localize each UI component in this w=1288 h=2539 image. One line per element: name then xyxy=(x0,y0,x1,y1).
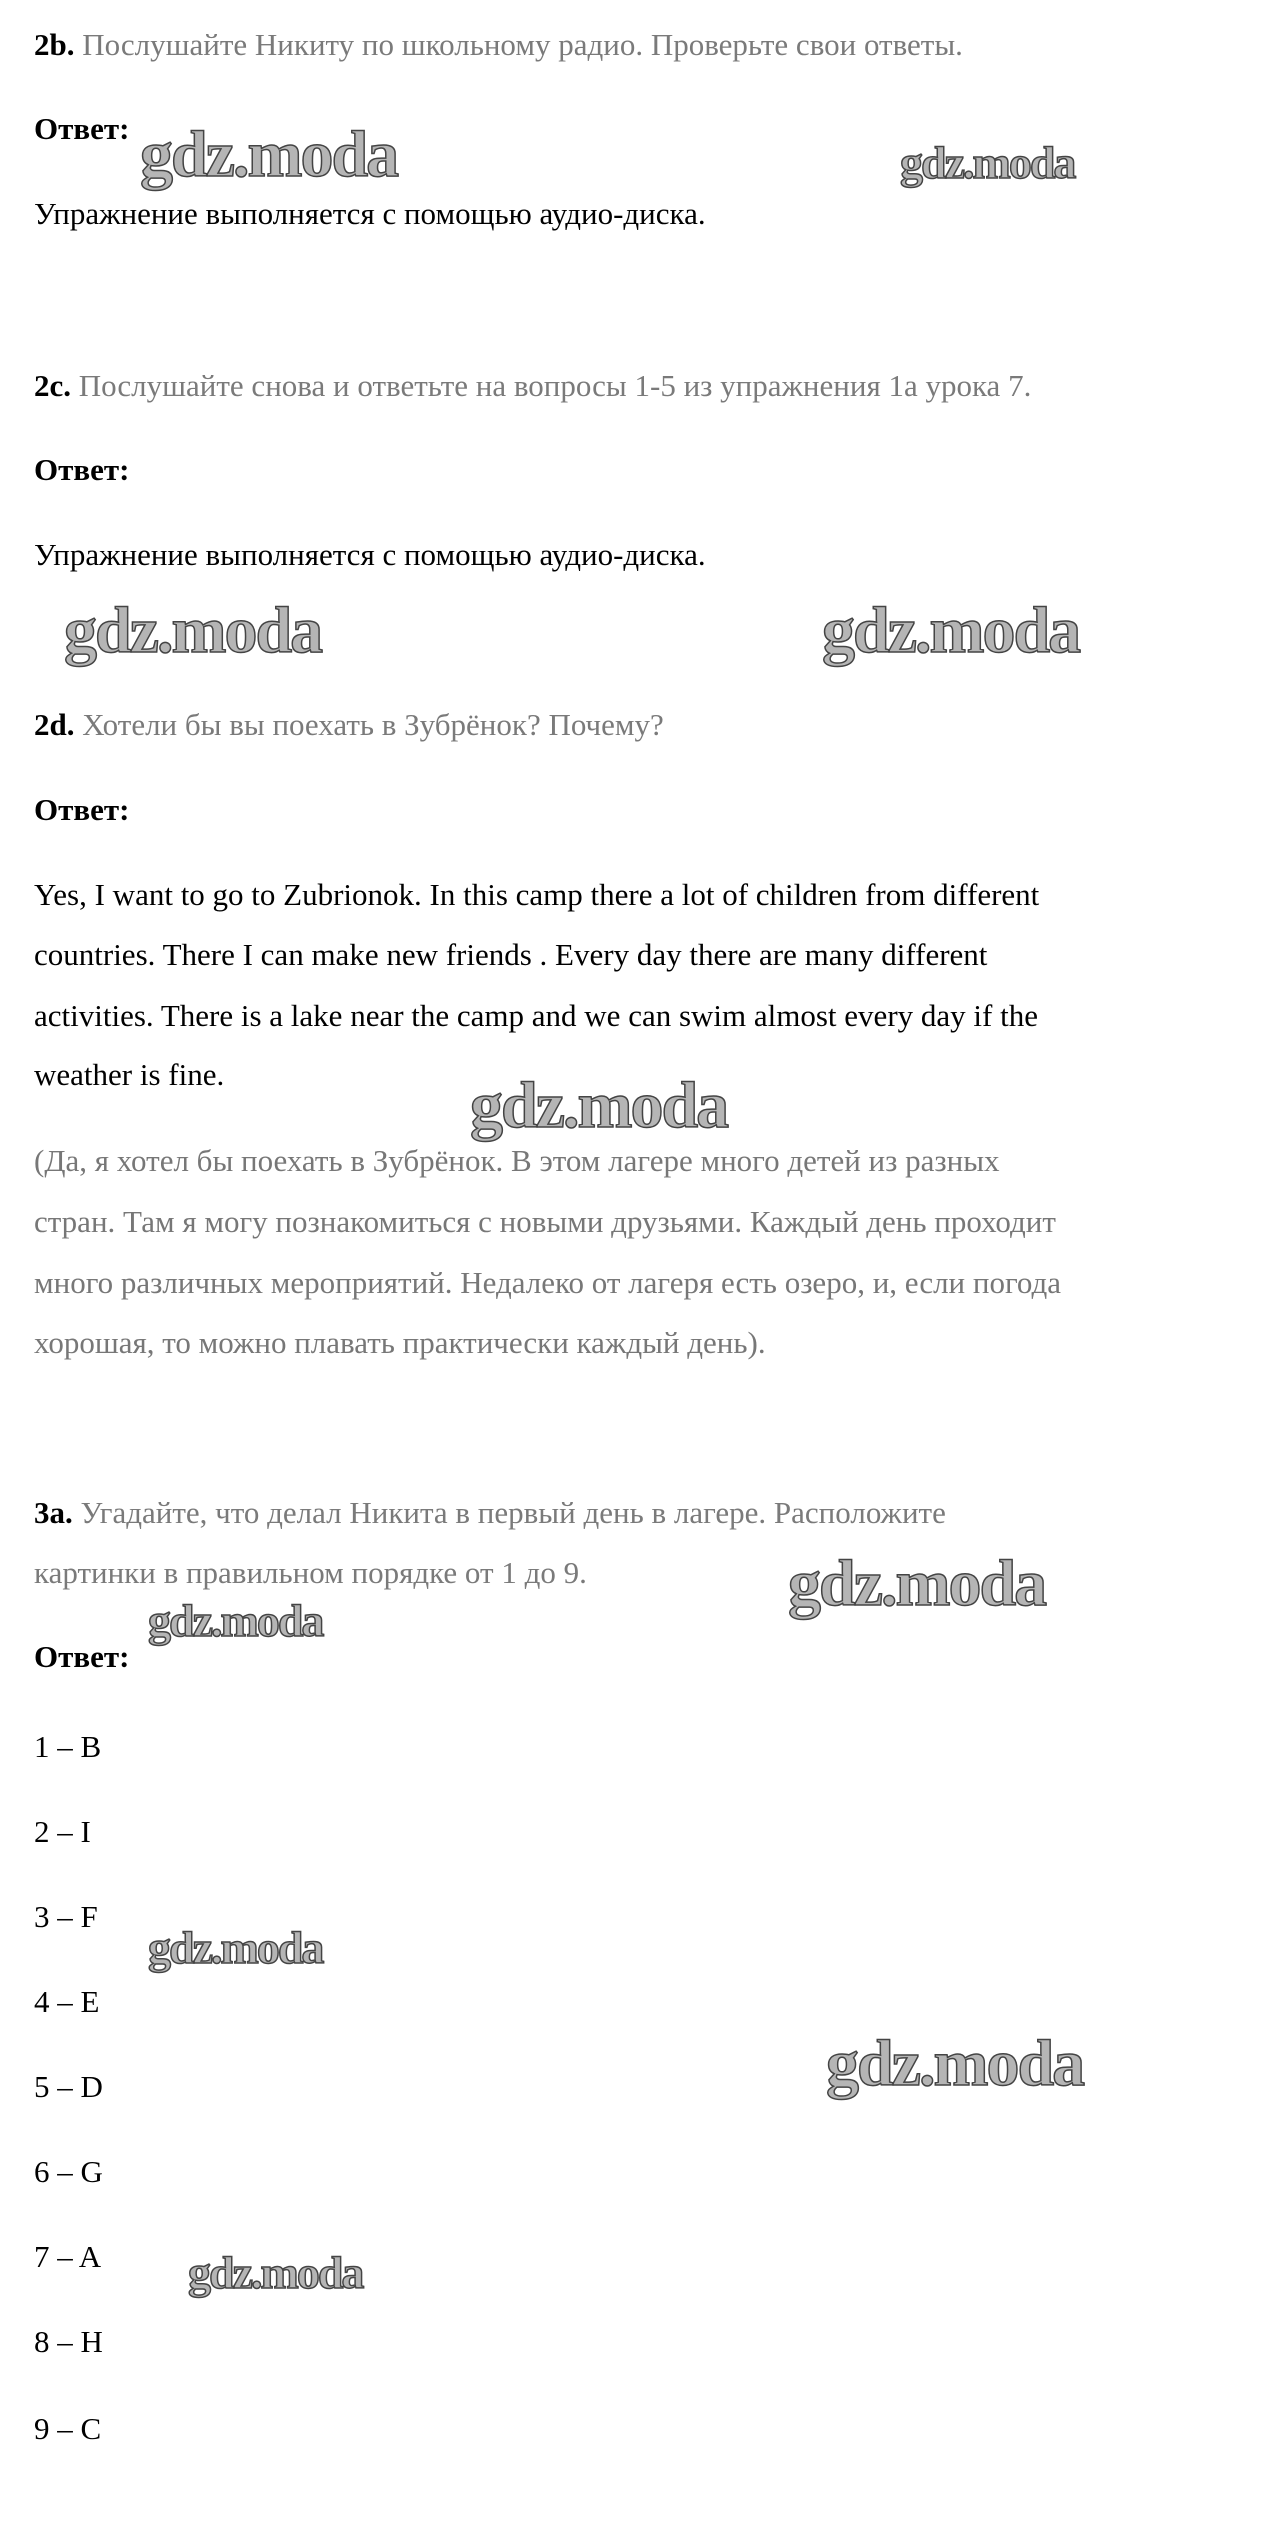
exercise-task: Послушайте Никиту по школьному радио. Проверьте свои ответы. xyxy=(82,27,963,62)
watermark: gdz.moda xyxy=(148,1922,323,1973)
watermark: gdz.moda xyxy=(900,137,1075,188)
exercise-task-line: картинки в правильном порядке от 1 до 9. xyxy=(34,1555,587,1590)
watermark: gdz.moda xyxy=(140,118,398,191)
watermark: gdz.moda xyxy=(64,594,322,667)
answer-label: Ответ: xyxy=(34,452,130,487)
watermark: gdz.moda xyxy=(826,2027,1084,2100)
answer-item: 4 – E xyxy=(34,1984,100,2019)
answer-line: weather is fine. xyxy=(34,1057,225,1092)
answer-item: 2 – I xyxy=(34,1814,91,1849)
translation-line: стран. Там я могу познакомиться с новыми друзьями. Каждый день проходит xyxy=(34,1204,1056,1239)
answer-label: Ответ: xyxy=(34,1639,130,1674)
answer-item: 8 – H xyxy=(34,2324,103,2359)
exercise-task: Послушайте снова и ответьте на вопросы 1-5 из упражнения 1a урока 7. xyxy=(78,368,1032,403)
answer-item: 7 – A xyxy=(34,2239,102,2274)
answer-item: 5 – D xyxy=(34,2069,103,2104)
translation-line: много различных мероприятий. Недалеко от лагеря есть озеро, и, если погода xyxy=(34,1265,1062,1300)
answer-item: 9 – C xyxy=(34,2411,102,2446)
exercise-2b-heading xyxy=(34,25,963,65)
watermark: gdz.moda xyxy=(788,1547,1046,1620)
exercise-number: 2b. xyxy=(34,27,75,62)
answer-item: 6 – G xyxy=(34,2154,103,2189)
answer-item: 3 – F xyxy=(34,1899,98,1934)
exercise-task: Угадайте, что делал Никита в первый день в лагере. Расположите xyxy=(80,1495,946,1530)
answer-line: activities. There is a lake near the camp and we can swim almost every day if the xyxy=(34,998,1038,1033)
answer-label: Ответ: xyxy=(34,111,130,146)
answer-line: countries. There I can make new friends . Every day there are many different xyxy=(34,937,988,972)
exercise-task: Хотели бы вы поехать в Зубрёнок? Почему? xyxy=(82,707,664,742)
answer-text: Упражнение выполняется с помощью аудио-диска. xyxy=(34,537,706,572)
watermark: gdz.moda xyxy=(188,2247,363,2298)
answer-text: Упражнение выполняется с помощью аудио-диска. xyxy=(34,196,706,231)
answer-label: Ответ: xyxy=(34,792,130,827)
answer-line: Yes, I want to go to Zubrionok. In this camp there a lot of children from different xyxy=(34,877,1040,912)
answer-item: 1 – B xyxy=(34,1729,102,1764)
exercise-2c-heading xyxy=(34,366,1031,406)
watermark: gdz.moda xyxy=(470,1069,728,1142)
exercise-number: 2d. xyxy=(34,707,75,742)
exercise-number: 2c. xyxy=(34,368,72,403)
exercise-3a-heading xyxy=(34,1493,946,1533)
watermark: gdz.moda xyxy=(148,1595,323,1646)
translation-line: (Да, я хотел бы поехать в Зубрёнок. В этом лагере много детей из разных xyxy=(34,1143,1000,1178)
exercise-number: 3a. xyxy=(34,1495,73,1530)
translation-line: хорошая, то можно плавать практически каждый день). xyxy=(34,1325,766,1360)
watermark: gdz.moda xyxy=(822,594,1080,667)
exercise-2d-heading xyxy=(34,705,664,745)
